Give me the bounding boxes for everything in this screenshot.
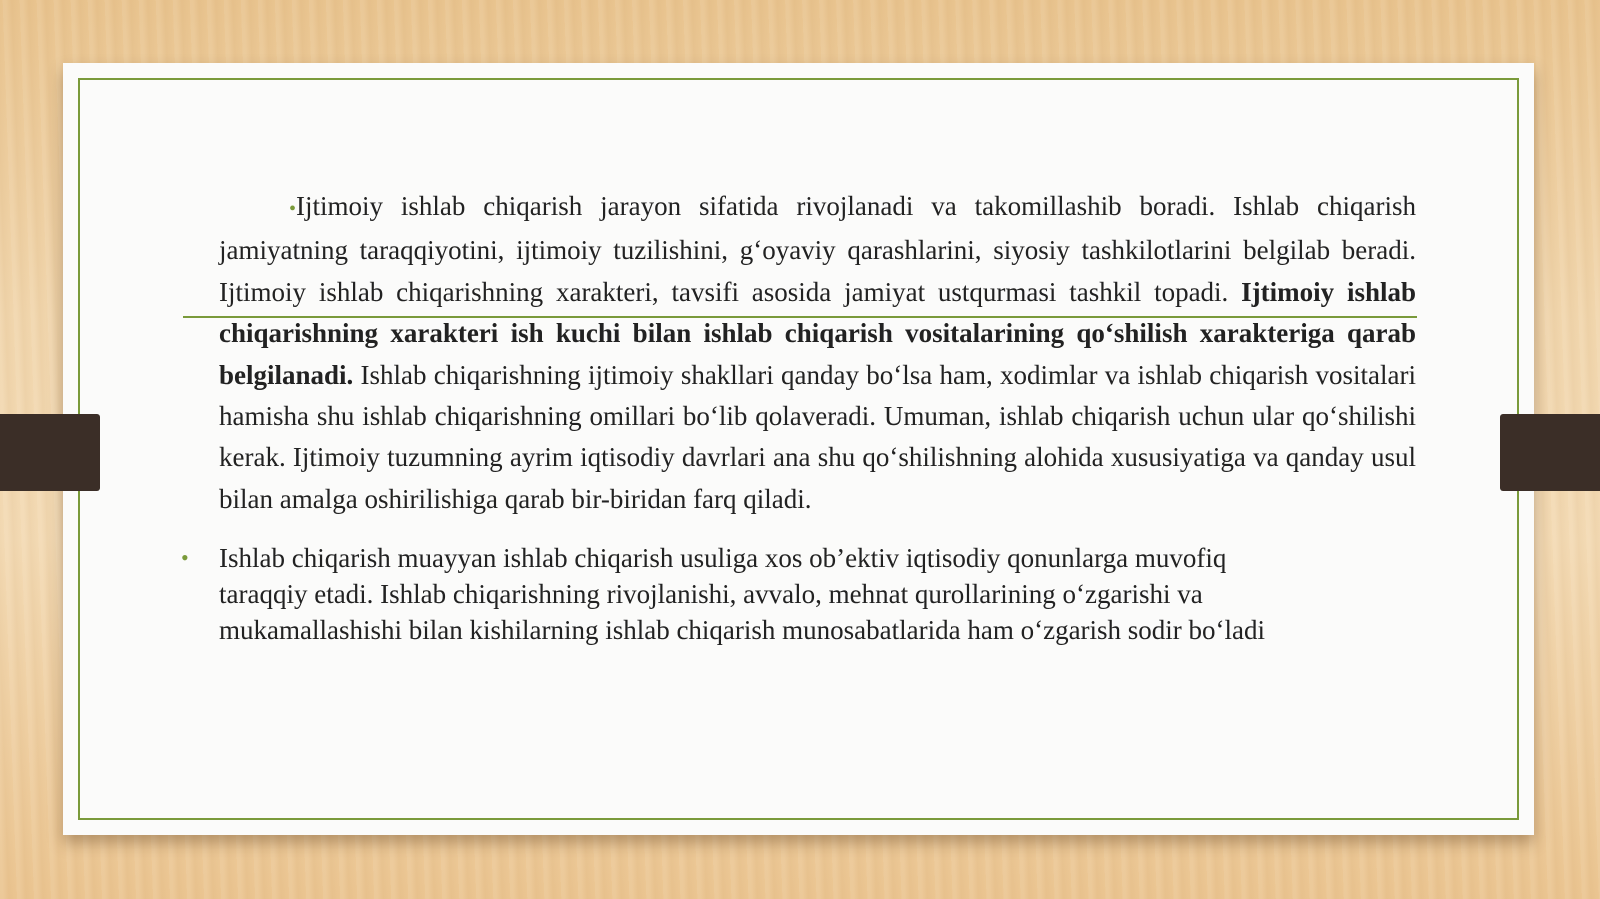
paragraph-2-line-3: mukamallashishi bilan kishilarning ishlab chiqarish munosabatlarida ham o‘zgarish sodir bo‘ladi xyxy=(219,615,1266,646)
paragraph-2 xyxy=(181,540,1416,648)
paragraph-1-bold-text: Ijtimoiy ishlab chiqarishning xarakteri ish kuchi bilan ishlab chiqarish vositalarining qo‘shilish xarakteriga qarab belgilanadi. xyxy=(219,276,1416,390)
paragraph-1-text-end: Ishlab chiqarishning ijtimoiy shakllari qanday bo‘lsa ham, xodimlar va ishlab chiqarish vositalari hamisha shu ishlab chiqarishning omillari bo‘lib qolaveradi. Umuman, ishlab chiqarish uchun ular qo‘shilishi kerak. Ijtimoiy tuzumning ayrim iqtisodiy davrlari ana shu qo‘shilishning alohida xususiyatiga va qanday usul bilan amalga oshirilishiga qarab bir-biridan farq qiladi. xyxy=(219,359,1416,514)
bullet-icon: • xyxy=(181,545,189,571)
bullet-icon: • xyxy=(289,198,297,220)
paragraph-1 xyxy=(219,186,1416,520)
left-tab-decoration xyxy=(0,414,100,491)
paragraph-2-line-2: taraqqiy etadi. Ishlab chiqarishning rivojlanishi, avvalo, mehnat qurollarining o‘zgarishi va xyxy=(219,579,1203,610)
paragraph-1-text-start: Ijtimoiy ishlab chiqarish jarayon sifatida rivojlanadi va takomillashib boradi. Ishlab chiqarish jamiyatning taraqqiyotini, ijtimoiy tuzilishini, g‘oyaviy qarashlarini, siyosiy tashkilotlarini belgilab beradi. Ijtimoiy ishlab chiqarishning xarakteri, tavsifi asosida jamiyat ustqurmasi tashkil topadi. xyxy=(219,191,1416,307)
slide-content xyxy=(181,186,1416,648)
paragraph-2-line-1: Ishlab chiqarish muayyan ishlab chiqarish usuliga xos ob’ektiv iqtisodiy qonunlarga muvofiq xyxy=(219,543,1227,574)
right-tab-decoration xyxy=(1500,414,1600,491)
